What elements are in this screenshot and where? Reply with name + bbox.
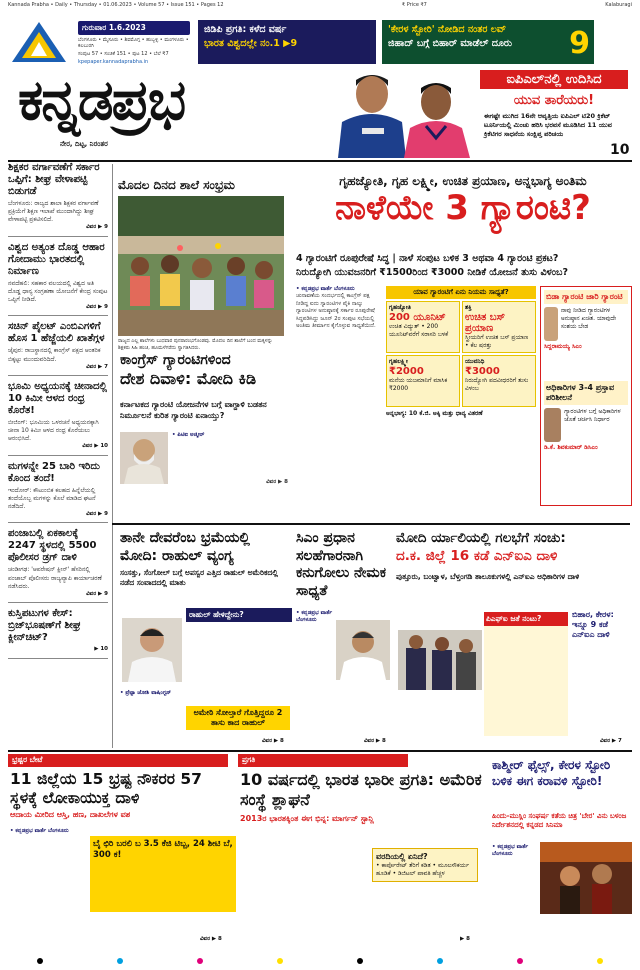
cm-story-body [296,610,334,625]
modi-photo [120,432,168,484]
nia-page-ref: ವಿವರ ▶ 7 [600,738,622,744]
rahul-quote-tag: ರಾಹುಲ್ ಹೇಳಿದ್ದೇನು? [186,608,292,622]
brief-item[interactable] [8,608,108,658]
guarantee-text: ಉಚಿತ ವಿದ್ಯುತ್ • 200 ಯೂನಿಟ್‌ವರೆಗೆ ಸರಾಸರಿ ಬಳಕೆ [389,323,449,338]
print-registration-marks [0,958,640,964]
top-dateline [8,2,632,8]
lokayukta-deck: ಆದಾಯ ಮೀರಿದ ಆಸ್ತಿ, ಹಣ, ದಾಖಲೆಗಳ ವಶ [10,810,131,819]
registration-dot [117,958,123,964]
brief-headline: ಭೂಮಿ ಅಧ್ಯಯನಕ್ಕೆ ಚೀನಾದಲ್ಲಿ 10 ಕಿಮೀ ಆಳದ ರಂಧ್ರ ಕೊರೆತ! [8,381,107,417]
rahul-deck: ಸಂಸತ್ತು, ಸೆಂಗೋಲ್ ಬಗ್ಗೆ ಅಪಸ್ವರ ಎತ್ತಿದ ರಾಹುಲ್ ಅಮೆರಿಕದಲ್ಲಿ ನಡೆದ ಸಂವಾದದಲ್ಲಿ ಮಾತು [120,568,278,588]
report-highlights-box [372,848,478,882]
nia-head-line2: ದ.ಕ. ಜಿಲ್ಲೆ 16 ಕಡೆ ಎನ್‌ಐಎ ದಾಳಿ [396,547,558,564]
kerala-promo-page: 9 [569,26,590,61]
guarantee-name: ಯುವನಿಧಿ [465,358,485,365]
brief-headline: ಕುಸ್ತಿಪಟುಗಳ ಕೇಸ್: ಬ್ರಿಜ್‌ಭೂಷಣ್‌ಗೆ ಶೀಘ್ರ ಕ್ಲೀನ್‌ಚಿಟ್? [8,608,81,644]
guarantee-cells [386,301,536,407]
date-bar: ಗುರುವಾರ 1.6.2023 [78,21,190,35]
cricket-players-photo [330,66,480,158]
congress-byline: • ಪಿಟಿಐ ಅಜ್ಮೀರ್ [172,432,205,438]
quote2-row [544,408,628,442]
brief-headline: ಮಗಳನ್ನೇ 25 ಬಾರಿ ಇರಿದು ಕೊಂದ ತಂದೆ! [8,460,100,484]
cm-page-ref: ವಿವರ ▶ 8 [364,738,386,744]
amethi-box: ಅಮೇಠಿ ಸೋಲ್ತಾರೆ ಗೊತ್ತಿದ್ದರೂ 2 ತಾಸು ಕಾದ ರಾಹುಲ್ [186,706,290,730]
masthead-title: ಕನ್ನಡಪ್ರಭ [18,67,185,133]
gdp-promo-line2: ಭಾರತ ವಿಶ್ವದಲ್ಲೇ ನಂ.1 ▶9 [204,37,298,49]
brief-headline: ಸಚಿನ್ ಪೈಲಟ್ ಎಂಬಿಎಗಳಿಗೆ ಹೊಸ 1 ಹೆಜ್ಜೆಯಲಿ ಖಾತೆಗ್ಗಳ [8,321,105,345]
growth-page-ref: ▶ 8 [460,936,470,942]
kannadaprabha-logo-icon [10,20,68,64]
lokayukta-page-ref: ವಿವರ ▶ 8 [200,936,222,942]
dateline-text: Kannada Prabha • Daily • Thursday • 01.06.2023 • Volume 57 • Issue 151 • Pages 12 [8,2,224,8]
shivakumar-photo [544,408,561,442]
bihar-kerala-raid-head[interactable]: ಬಿಹಾರ, ಕೇರಳ: ಇನ್ನೂ 9 ಕಡೆ ಎನ್‌ಐಎ ದಾಳಿ [572,610,614,639]
bottom-section-rule [8,750,632,752]
price-text: ₹ Price ₹7 [401,2,427,8]
registration-dot [597,958,603,964]
guarantee-amount: ₹3000 [465,366,500,377]
ipl-teaser-text: ಈಗಷ್ಟೇ ಮುಗಿದ 16ನೇ ಆವೃತ್ತಿಯ ಐಪಿಎಲ್ ಟಿ20 ಕ್ರಿಕೆಟ್ ಟೂರ್ನಿಯಲ್ಲಿ ಮಿಂಚು ಹರಿಸಿ ಭರವಸೆ ಮೂಡಿಸಿದ 11 ಯುವ ಕ್ರಿಕೆಟಿಗರ ಸಾಧನೆಯ ಸಂಕ್ಷಿಪ್ತ ಪರಿಚಯ [484,112,612,138]
annabhagya-note: ಅನ್ನಭಾಗ್ಯ: 10 ಕೆ.ಜಿ. ಅಕ್ಕಿ ಮತ್ತು ಧಾನ್ಯ ವಿತರಣೆ [386,410,483,417]
rahul-byline-wrap [120,690,180,697]
registration-dot [37,958,43,964]
registration-dot [517,958,523,964]
seized-goods-box: ಬೈ ಛಿರಿ ಬರಲಿ ಬ 3.5 ಕೆಜಿ ಟಿಬ್ಬ, 24 ಶೀಟಿ ಬೆ, 300 ಕ! [90,836,236,912]
kerala-promo-line2: ಜಿಹಾದ್ ಬಗ್ಗೆ ಬಿಹಾರ್ ಮಾಡೆಲ್ ದೂರು [388,37,512,49]
lead-story-body [296,286,382,331]
lead-deck [296,252,630,281]
kerala-story-promo[interactable] [382,20,594,64]
siddaramaiah-photo [544,307,558,341]
guarantee-quotes-box [540,286,632,506]
report-highlights-head: ವರದಿಯಲ್ಲಿ ಏನಿದೆ? [376,852,428,861]
guarantee-text: ನಿರುದ್ಯೋಗಿ ಪದವೀಧರರಿಗೆ ತುಸು ವಿಳಂಬ [465,377,529,392]
editions-line: ಬೆಂಗಳೂರು • ಮೈಸೂರು • ಶಿವಮೊಗ್ಗ • ಹುಬ್ಬಳ್ಳಿ • ಮಂಗಳೂರು • ಕಲಬುರಗಿ [78,37,189,49]
brief-page-ref: ವಿವರ ▶ 9 [86,224,108,231]
report-highlights-text: • ಕಾರ್ಪೊರೇಟ್ ತೆರಿಗೆ ಕಡಿತ • ಮೂಲಸೌಕರ್ಯ ಹೂಡಿಕೆ • ಡಿಜಿಟಲ್ ಪಾವತಿ ಹೆಚ್ಚಳ [376,862,470,877]
registration-dot [197,958,203,964]
quote2-text: ಗ್ಯಾರಂಟಿಗಳ ಬಗ್ಗೆ ಅಧಿಕಾರಿಗಳ ಜೊತೆ ಚರ್ಚಿಸಿ ನಿರ್ಧಾರ [564,408,621,423]
registration-dot [357,958,363,964]
ipl-teaser-head[interactable] [480,70,628,112]
quote1-text: ನಾವು ನೀಡಿದ ಗ್ಯಾರಂಟಿಗಳ ಅನುಷ್ಠಾನ ಖಚಿತ. ಯಾವುದೇ ಸಂಶಯ ಬೇಡ [560,307,617,330]
brief-item[interactable] [8,381,108,456]
registration-dot [277,958,283,964]
brief-headline: ಪಂಜಾಬಲ್ಲಿ ಏಕಕಾಲಕ್ಕೆ 2247 ಸ್ಥಳದಲ್ಲಿ 5500 ಪೊಲೀಸರ ಡ್ರಗ್ ದಾಳಿ [8,528,97,564]
cm-advisor-headline[interactable]: ಸಿಎಂ ಪ್ರಧಾನ ಸಲಹೆಗಾರನಾಗಿ ಕನುಗೋಲು ನೇಮಕ ಸಾಧ್ಯತೆ [296,530,387,599]
quote1-name: ಸಿದ್ದರಾಮಯ್ಯ ಸಿಎಂ [544,343,582,350]
lokayukta-byline: • ಕನ್ನಡಪ್ರಭ ವಾರ್ತೆ ಬೆಂಗಳೂರು [10,828,69,834]
brief-body: ಜೈಪುರ: ರಾಜಸ್ಥಾನದಲ್ಲಿ ಕಾಂಗ್ರೆಸ್ ಪಕ್ಷದ ಆಂತರಿಕ ಬಿಕ್ಕಟ್ಟು ಮುಂದುವರಿದಿದೆ. [8,347,101,363]
film-poster-photo [540,842,632,914]
guarantee-cell [386,355,460,407]
growth-section-bar: ಪ್ರಗತಿ [238,754,408,767]
guarantee-name: ಗೃಹಲಕ್ಷ್ಮೀ [389,358,408,365]
right-box-head: ಬಿಡಾ ಗ್ಯಾರಂಟಿ ಜಾರಿ ಗ್ಯಾರಂಟಿ [544,290,628,304]
ipl-head-line1: ಐಪಿಎಲ್‌ನಲ್ಲಿ ಉದಿಸಿದ [480,70,628,89]
karavali-body [492,844,536,859]
lead-byline: • ಕನ್ನಡಪ್ರಭ ವಾರ್ತೆ ಬೆಂಗಳೂರು [296,286,355,292]
guarantee-name: ಶಕ್ತಿ [465,304,472,311]
congress-story-body [172,432,288,487]
guarantee-amount: ₹2000 [389,366,424,377]
guarantee-cell [462,301,536,353]
congress-head-line2: ದೇಶ ದಿವಾಳಿ: ಮೋದಿ ಕಿಡಿ [120,368,257,388]
brief-page-ref: ವಿವರ ▶ 7 [86,363,108,370]
gdp-promo[interactable] [198,20,376,64]
congress-deck: ಕರ್ನಾಟಕದ ಗ್ಯಾರಂಟಿ ಯೋಜನೆಗಳ ಬಗ್ಗೆ ವಾಗ್ದಾಳಿ ಬಡತನ ನಿರ್ಮೂಲನೆ ಕುರಿತ ಗ್ಯಾರಂಟಿ ಏನಾಯ್ತು? [120,400,267,420]
nia-deck: ಪುತ್ತೂರು, ಬಂಟ್ವಾಳ, ಬೆಳ್ತಂಗಡಿ ತಾಲೂಕುಗಳಲ್ಲಿ ಎನ್‌ಐಎ ಅಧಿಕಾರಿಗಳ ದಾಳಿ [396,572,580,581]
pfi-link-box [484,612,568,736]
congress-page-ref: ವಿವರ ▶ 8 [266,479,288,486]
rahul-byline: • ಪ್ರೆಟ್ಟಾ ಜೋಶಿ ವಾಷಿಂಗ್ಟನ್ [120,690,172,696]
left-briefs-column [8,162,108,664]
karavali-story-headline[interactable]: ಕಾಶ್ಮೀರ್ ಫೈಲ್ಸ್, ಕೇರಳ ಸ್ಟೋರಿ ಬಳಿಕ ಈಗ ಕರಾವಳಿ ಸ್ಟೋರಿ! [492,758,611,788]
brief-item[interactable] [8,461,108,524]
guarantee-name: ಗೃಹಜ್ಯೋತಿ [389,304,411,311]
guarantee-cell [462,355,536,407]
lokayukta-section-bar: ಭ್ರಷ್ಟರ ಬೇಟೆ [8,754,228,767]
guarantee-cell [386,301,460,353]
nia-raid-headline[interactable] [396,530,632,565]
karavali-story-deck: ಹಿಂದು-ಮುಸ್ಲಿಂ ಸಂಘರ್ಷ ಕತೆಯ ಚಿತ್ರ 'ಬೇರ' ವಿನು ಬಳಂಜ ನಿರ್ದೇಶನದಲ್ಲಿ ಕನ್ನಡದ ಸಿನಿಮಾ [492,812,627,830]
guarantee-text: ಮನೆಯ ಯಜಮಾನಿಗೆ ಮಾಸಿಕ ₹2000 [389,377,448,392]
brief-headline: ಶಿಕ್ಷಕರ ವರ್ಗಾವಣೆಗೆ ಸರ್ಕಾರ ಒಪ್ಪಿಗೆ: ಶೀಘ್ರ ವೇಳಾಪಟ್ಟಿ ಬಿಡುಗಡೆ [8,162,100,197]
brief-item[interactable] [8,528,108,603]
mid-rule [112,523,630,525]
gdp-promo-line1: ಜಿಡಿಪಿ ಪ್ರಗತಿ: ಕಳೆದ ವರ್ಷ [204,24,287,35]
cm-byline: • ಕನ್ನಡಪ್ರಭ ವಾರ್ತೆ ಬೆಂಗಳೂರು [296,610,333,624]
lead-body-text: ಚುನಾವಣೆಯ ಸಂದರ್ಭದಲ್ಲಿ ಕಾಂಗ್ರೆಸ್ ಪಕ್ಷ ನೀಡಿದ್ದ ಐದು ಗ್ಯಾರಂಟಿಗಳ ಪೈಕಿ ನಾಲ್ಕು ಗ್ಯಾರಂಟಿಗಳ ಅನುಷ್ಠಾನಕ್ಕೆ ಸರ್ಕಾರ ರೂಪುರೇಷೆ ಸಿದ್ಧಪಡಿಸಿದ್ದು ಜೂನ್ 2ರ ಸಂಪುಟ ಸಭೆಯಲ್ಲಿ ಅಂತಿಮ ತೀರ್ಮಾನ ಕೈಗೊಳ್ಳುವ ಸಾಧ್ಯತೆಯಿದೆ. [296,293,376,330]
brief-body: ನವದೆಹಲಿ: ಸಹಕಾರ ವಲಯದಲ್ಲಿ ವಿಶ್ವದ ಅತಿ ದೊಡ್ಡ ಧಾನ್ಯ ಸಂಗ್ರಹಣಾ ಯೋಜನೆಗೆ ಕೇಂದ್ರ ಸಂಪುಟ ಒಪ್ಪಿಗೆ ನೀಡಿದೆ. [8,279,108,303]
guarantee-box-bar: ಯಾವ ಗ್ಯಾರಂಟಿಗೆ ಏನು ನಿಯಮ ಸಾಧ್ಯತೆ? [386,286,536,299]
brief-page-ref: ವಿವರ ▶ 9 [86,511,108,517]
brief-page-ref: ▶ 10 [94,646,108,653]
school-photo-caption: ರಾಜ್ಯದ ಎಲ್ಲ ಶಾಲೆಗಳು ಬುಧವಾರ ಪುನರಾರಂಭಗೊಂಡವು. ಮೊದಲ ದಿನ ಶಾಲೆಗೆ ಬಂದ ಮಕ್ಕಳನ್ನು ಶಿಕ್ಷಕರು ಸಿಹಿ ಹಂಚಿ, ಹೂಮಳೆಗರೆದು ಸ್ವಾಗತಿಸಿದರು. [118,338,273,351]
kanugolu-photo [336,620,390,680]
india-growth-deck: 2013ರ ಭಾರತಕ್ಕಿಂತ ಈಗ ಭಿನ್ನ: ಮಾರ್ಗನ್ ಸ್ಟಾನ್ಲಿ [240,814,374,823]
brief-page-ref: ವಿವರ ▶ 10 [82,443,108,450]
ipl-page-ref: 10 [610,142,630,158]
brief-page-ref: ವಿವರ ▶ 9 [86,590,108,597]
kerala-promo-line1: 'ಕೇರಳ ಸ್ಟೋರಿ' ನೋಡಿದ ನಂತರ ಲವ್ [388,24,507,35]
website-link[interactable]: kpepaper.kannadaprabha.in [78,59,149,65]
lead-deck-line1: 4 ಗ್ಯಾರಂಟಿಗೆ ರೂಪುರೇಷೆ ಸಿದ್ಧ | ನಾಳೆ ಸಂಪುಟ ಬಳಿಕ 3 ಅಥವಾ 4 ಗ್ಯಾರಂಟಿ ಪ್ರಕಟ? [296,253,559,264]
nia-head-line1: ಮೋದಿ ರ್ಯಾಲಿಯಲ್ಲಿ ಗಲಭೆಗೆ ಸಂಚು: [396,530,566,546]
brief-body: ಚಂಡೀಗಢ: 'ಆಪರೇಷನ್ ಕ್ಲೀನ್' ಹೆಸರಿನಲ್ಲಿ ಪಂಜಾಬ್ ಪೊಲೀಸರು ರಾಜ್ಯವ್ಯಾಪಿ ಕಾರ್ಯಾಚರಣೆ ನಡೆಸಿದರು. [8,566,102,590]
school-photo-head: ಮೊದಲ ದಿನದ ಶಾಲೆ ಸಂಭ್ರಮ [118,178,235,192]
brief-page-ref: ವಿವರ ▶ 9 [86,303,108,310]
pfi-link-list [484,626,568,736]
date-block [78,21,190,65]
brief-body: ಬೀಜಿಂಗ್: ಭೂಮಿಯ ಒಳರಚನೆ ಅಧ್ಯಯನಕ್ಕಾಗಿ ಚೀನಾ 10 ಕಿಮೀ ಆಳದ ರಂಧ್ರ ಕೊರೆಯಲು ಆರಂಭಿಸಿದೆ. [8,419,99,443]
masthead-tagline: ನೇರ, ದಿಟ್ಟ, ನಿರಂತರ [60,140,108,148]
lokayukta-body [10,828,86,835]
right-box-subhead: ಅಧಿಕಾರಿಗಳ 3-4 ಪ್ರಸ್ತಾವ ಪರಿಶೀಲನೆ [544,381,628,405]
school-children-photo [118,196,284,336]
guarantee-amount: ಉಚಿತ ಬಸ್ ಪ್ರಯಾಣ [465,312,506,334]
guarantee-text: ಸ್ತ್ರೀಯರಿಗೆ ಉಚಿತ ಬಸ್ ಪ್ರಯಾಣ • ಕೆಲ ಷರತ್ತು [465,334,529,349]
pfi-link-bar: ಪಿಎಫ್‌ಐ ಜತೆ ನಂಟು? [484,612,568,626]
lokayukta-headline[interactable]: 11 ಜಿಲ್ಲೆಯ 15 ಭ್ರಷ್ಟ ನೌಕರರ 57 ಸ್ಥಳಕ್ಕೆ ಲೋಕಾಯುಕ್ತ ದಾಳಿ [10,770,202,808]
brief-item[interactable] [8,242,108,317]
congress-head-line1: ಕಾಂಗ್ರೆಸ್ ಗ್ಯಾರಂಟಿಗಳಿಂದ [120,352,231,368]
congress-headline[interactable] [120,352,288,388]
karavali-byline: • ಕನ್ನಡಪ್ರಭ ವಾರ್ತೆ ಬೆಂಗಳೂರು [492,844,529,858]
brief-body: ಇಂದೋರ್: ಕೌಟುಂಬಿಕ ಕಲಹದ ಹಿನ್ನೆಲೆಯಲ್ಲಿ ತಂದೆಯೊಬ್ಬ ಮಗಳನ್ನು ಕೊಲೆ ಮಾಡಿದ ಘಟನೆ ನಡೆದಿದೆ. [8,486,96,510]
quote2-name: ಡಿ.ಕೆ. ಶಿವಕುಮಾರ್ ಡಿಸಿಎಂ [544,444,598,451]
lead-headline[interactable]: ನಾಳೆಯೇ 3 ಗ್ಯಾರಂಟಿ? [335,188,591,228]
brief-body: ಬೆಂಗಳೂರು: ರಾಜ್ಯದ ಶಾಲಾ ಶಿಕ್ಷಕರ ವರ್ಗಾವಣೆ ಪ್ರಕ್ರಿಯೆಗೆ ಶಿಕ್ಷಣ ಇಲಾಖೆ ಮುಂದಾಗಿದ್ದು ಶೀಘ್ರ ವೇಳಾಪಟ್ಟಿ ಪ್ರಕಟಿಸಲಿದೆ. [8,200,99,224]
brief-item[interactable] [8,321,108,376]
lead-deck-line2: ನಿರುದ್ಯೋಗಿ ಯುವಜನರಿಗೆ ₹1500ರಿಂದ ₹3000 ನೀಡಿಕೆ ಯೋಜನೆ ತುಸು ವಿಳಂಬ? [296,267,568,279]
nia-raid-photo [398,630,482,690]
ipl-head-line2: ಯುವ ತಾರೆಯರು! [480,91,628,110]
india-growth-headline[interactable]: 10 ವರ್ಷದಲ್ಲಿ ಭಾರತ ಭಾರೀ ಪ್ರಗತಿ: ಅಮೆರಿಕ ಸಂಸ್ಥೆ ಶ್ಲಾಘನೆ [240,770,482,809]
edition-city: Kalaburagi [605,2,632,8]
issue-line: ಸಂಪುಟ 57 • ಸಂಚಿಕೆ 151 • ಪುಟ 12 • ಬೆಲೆ ₹7 [78,51,169,57]
guarantee-rules-box [386,286,536,418]
brief-item[interactable] [8,162,108,237]
quote1-row [544,307,628,341]
lead-kicker: ಗೃಹಜ್ಯೋತಿ, ಗೃಹ ಲಕ್ಷ್ಮೀ, ಉಚಿತ ಪ್ರಯಾಣ, ಅನ್ನಭಾಗ್ಯ ಅಂತಿಮ [339,174,587,188]
brief-headline: ವಿಶ್ವದ ಅತ್ಯಂತ ದೊಡ್ಡ ಆಹಾರ ಗೋದಾಮು ಭಾರತದಲ್ಲಿ ನಿರ್ಮಾಣ [8,241,105,277]
registration-dot [437,958,443,964]
rahul-photo [122,618,182,682]
rahul-headline[interactable]: ತಾನೇ ದೇವರೆಂಬ ಭ್ರಮೆಯಲ್ಲಿ ಮೋದಿ: ರಾಹುಲ್ ವ್ಯಂಗ್ಯ [120,530,250,564]
guarantee-amount: 200 ಯೂನಿಟ್ [389,312,446,323]
rahul-page-ref: ವಿವರ ▶ 8 [262,738,284,744]
column-divider [112,164,113,748]
